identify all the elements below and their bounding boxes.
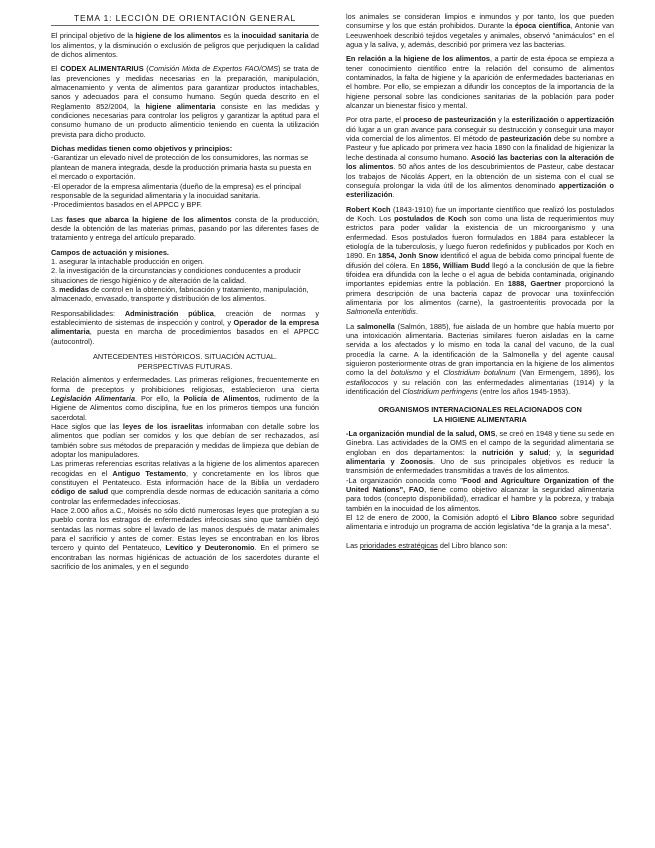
history-heading: ANTECEDENTES HISTÓRICOS. SITUACIÓN ACTUAL. PERSPECTIVAS FUTURAS. — [92, 352, 278, 371]
paragraph-pasteurization: Por otra parte, el proceso de pasteurización y la esterilización o appertización dió lugar a un gran avance para conseguir su destrucción y conseguir una mayor vida comercial de los alimentos. El método de pasteurización debe su nombre a Pasteur y fue aplicado por primera vez hacia 1890 con la finalidad de higienizar la leche destinada al consumo humano. Asoció las bacterias con la alteración de los alimentos. 50 años antes de los descubrimientos de Pasteur, cabe destacar los trabajos de Nicolás Appert, en la obtención de un sistema con el cual se conseguía prolongar la vida útil de los alimentos denominado appertización o esterilización. — [346, 115, 615, 200]
paragraph-principles: Dichas medidas tienen como objetivos y principios: -Garantizar un elevado nivel de protección de los consumidores, las normas se plantean de manera integrada, desde la producción primaria hasta su puesta en el mercado o exportación. -El operador de la empresa alimentaria (dueño de la empresa) es el principal responsable de la seguridad alimentaria y la inocuidad sanitaria. -Procedimientos basados en el APPCC y BPF. — [51, 144, 312, 210]
paragraph-responsibilities: Responsabilidades: Administración pública, creación de normas y establecimiento de sistemas de inspección y control, y Operador de la empresa alimentaria, puesta en marcha de procedimientos basados en el APPCC (autocontrol). — [51, 308, 320, 346]
organizations-heading: ORGANISMOS INTERNACIONALES RELACIONADOS CON LA HIGIENE ALIMENTARIA — [378, 405, 582, 425]
paragraph-religions: Relación alimentos y enfermedades. Las primeras religiones, frecuentemente en forma de preceptos y prohibiciones religiosas, establecieron una cierta Legislación Alimentaria. Por ello, la Policía de Alimentos, rudimento de la Higiene de Alimentos como disciplina, fue en los primeros tiempos una función sacerdotal. — [51, 375, 319, 422]
paragraph-oms: -La organización mundial de la salud, OMS, se creó en 1948 y tiene su sede en Ginebra. Las actividades de la OMS en el campo de la seguridad alimentaria se engloban en dos departamentos: la nutrición y salud; y, la seguridad alimentaria y Zoonosis. Uno de sus principales objetivos es reducir la transmisión de enfermedades transmitidas a través de los alimentos. — [346, 429, 614, 476]
left-column — [51, 14, 319, 571]
paragraph-fao: -La organización conocida como "Food and Agriculture Organization of the United Nations", FAO, tiene como objetivo alcanzar la seguridad alimentaria para todos (concepto disponibilidad), erradicar el hambre y la pobreza, y trabaja también en la inocuidad de los alimentos. — [346, 475, 614, 513]
paragraph-priorities: Las prioridades estratégicas del Libro blanco son: — [346, 540, 508, 550]
paragraph-fields: Campos de actuación y misiones. 1. asegurar la intachable producción en origen. 2. la investigación de la circunstancias y condiciones conducentes a producir situaciones de riesgo higiénico y de alteración de la calidad. 3. medidas de control en la obtención, fabricación y tratamiento, manipulación, almacenado, envasado, transporte y distribución de los alimentos. — [51, 247, 309, 304]
paragraph-phases: Las fases que abarca la higiene de los alimentos consta de la producción, desde la obtención de las materias primas, pasando por las diferentes fases de tratamiento y entrega del artículo preparado. — [51, 214, 319, 243]
paragraph-moses: Hace 2.000 años a.C., Moisés no sólo dictó numerosas leyes que protegían a su pueblo contra los estragos de enfermedades infecciosas sino que también dejó sentadas las normas sobre el lavado de las manos después de matar animales para el sacrificio y antes de comer. Estas leyes se encontraban en los libros tercero y quinto del Pentateuco, Levítico y Deuteronomio. En el primero se encontraban las normas higiénicas de actuación de los sacerdotes durante el sacrificio de los animales, y en el segundo — [51, 506, 319, 572]
right-column — [346, 12, 614, 555]
paragraph-scientific-era: los animales se consideran limpios e inmundos y por tanto, los que pueden consumirse y los que están prohibidos. Durante la época científica, Antonie van Leeuwenhoek describió tejidos vegetales y animales, observó "animáculos" en el agua y la saliva, y, además, describió por primera vez las bacterias. — [346, 12, 614, 50]
paragraph-food-hygiene-relation: En relación a la higiene de los alimentos, a partir de esta época se empieza a tener conocimiento científico entre la relación del consumo de alimentos contaminados, la falta de higiene y la aparición de enfermedades bacterianas en el hombre. Por ello, se empiezan a difundir los conceptos de la importancia de la higiene personal sobre las condiciones sanitarias de la población para poder alcanzar un bienestar físico y mental. — [346, 54, 614, 111]
paragraph-old-testament: Las primeras referencias escritas relativas a la higiene de los alimentos aparecen recogidas en el Antiguo Testamento, y concretamente en los libros que constituyen el Pentateuco. Esta información hace de la Biblia un verdadero código de salud que comprendía desde normas de educación sanitaria a cómo controlar las enfermedades infecciosas. — [51, 459, 320, 506]
paragraph-objective: El principal objetivo de la higiene de los alimentos es la inocuidad sanitaria de los alimentos, y la disminución o exclusión de peligros que perjudiquen la calidad de dichos alimentos. — [51, 31, 319, 60]
paragraph-koch: Robert Koch (1843-1910) fue un importante científico que realizó los postulados de Koch. Los postulados de Koch son como una lista de requerimientos muy estrictos para poder validar la existencia de un microorganismo y una enfermedad. Esos postulados fueron formulados en 1884 para establecer la etiología de la tuberculosis, y luego fueron redefinidos y publicados por Koch en 1890. En 1854, Jonh Snow identificó el agua de bebida como principal fuente de difusión del cólera. En 1856, William Budd llegó a la conclusión de que la fiebre tifoidea era difundida con la leche o el agua de bebida contaminada, originando importantes epidemias entre la población. En 1888, Gaertner proporcionó la primera descripción de una bacteria capaz de provocar una toxiinfección alimentaria por los alimentos (carne), la gastroenteritis provocada por la Salmonella enteritidis. — [346, 204, 615, 317]
paragraph-codex: El CODEX ALIMENTARIUS (Comisión Mixta de Expertos FAO/OMS) se trata de las prevenciones y medidas necesarias en la preparación, manipulación, almacenamiento y venta de alimentos para garantizar productos intachables, sanos y adecuados para el consumo humano. Según queda descrito en el Reglamento 852/2004, la higiene alimentaria consiste en las medidas y condiciones necesarias para controlar los peligros y garantizar la aptitud para el consumo humano de un producto alimenticio teniendo en cuenta la utilización prevista para dicho producto. — [51, 64, 319, 139]
paragraph-white-paper: El 12 de enero de 2000, la Comisión adoptó el Libro Blanco sobre seguridad alimentaria e introdujo un programa de acción legislativa "de la granja a la mesa". — [346, 513, 614, 532]
page-title: TEMA 1: LECCIÓN DE ORIENTACIÓN GENERAL — [51, 14, 319, 26]
paragraph-salmonella: La salmonella (Salmón, 1885), fue aislada de un hombre que había muerto por una intoxicación alimentaria. Bacterias similares fueron aisladas en la carne servida a los afectados y lo mismo en toda la canal del vacuno, de la cual procedía la carne. A la identificación de la Salmonella y del agente causal siguieron posteriormente otras de gran importancia en la higiene de los alimentos como la del botulismo y el Clostridium botulinum (Van Ermengem, 1896), los estafilococos y su relación con las enfermedades alimentarias (1914) y la identificación del Clostridium perfringens (entre los años 1945-1953). — [346, 321, 614, 397]
paragraph-israelites: Hace siglos que las leyes de los israelitas informaban con detalle sobre los alimentos que podían ser comidos y los que debían de ser rechazados, así también sobre sus métodos de preparación y medidas de limpieza que debían de adoptar los manipuladores. — [51, 421, 319, 459]
